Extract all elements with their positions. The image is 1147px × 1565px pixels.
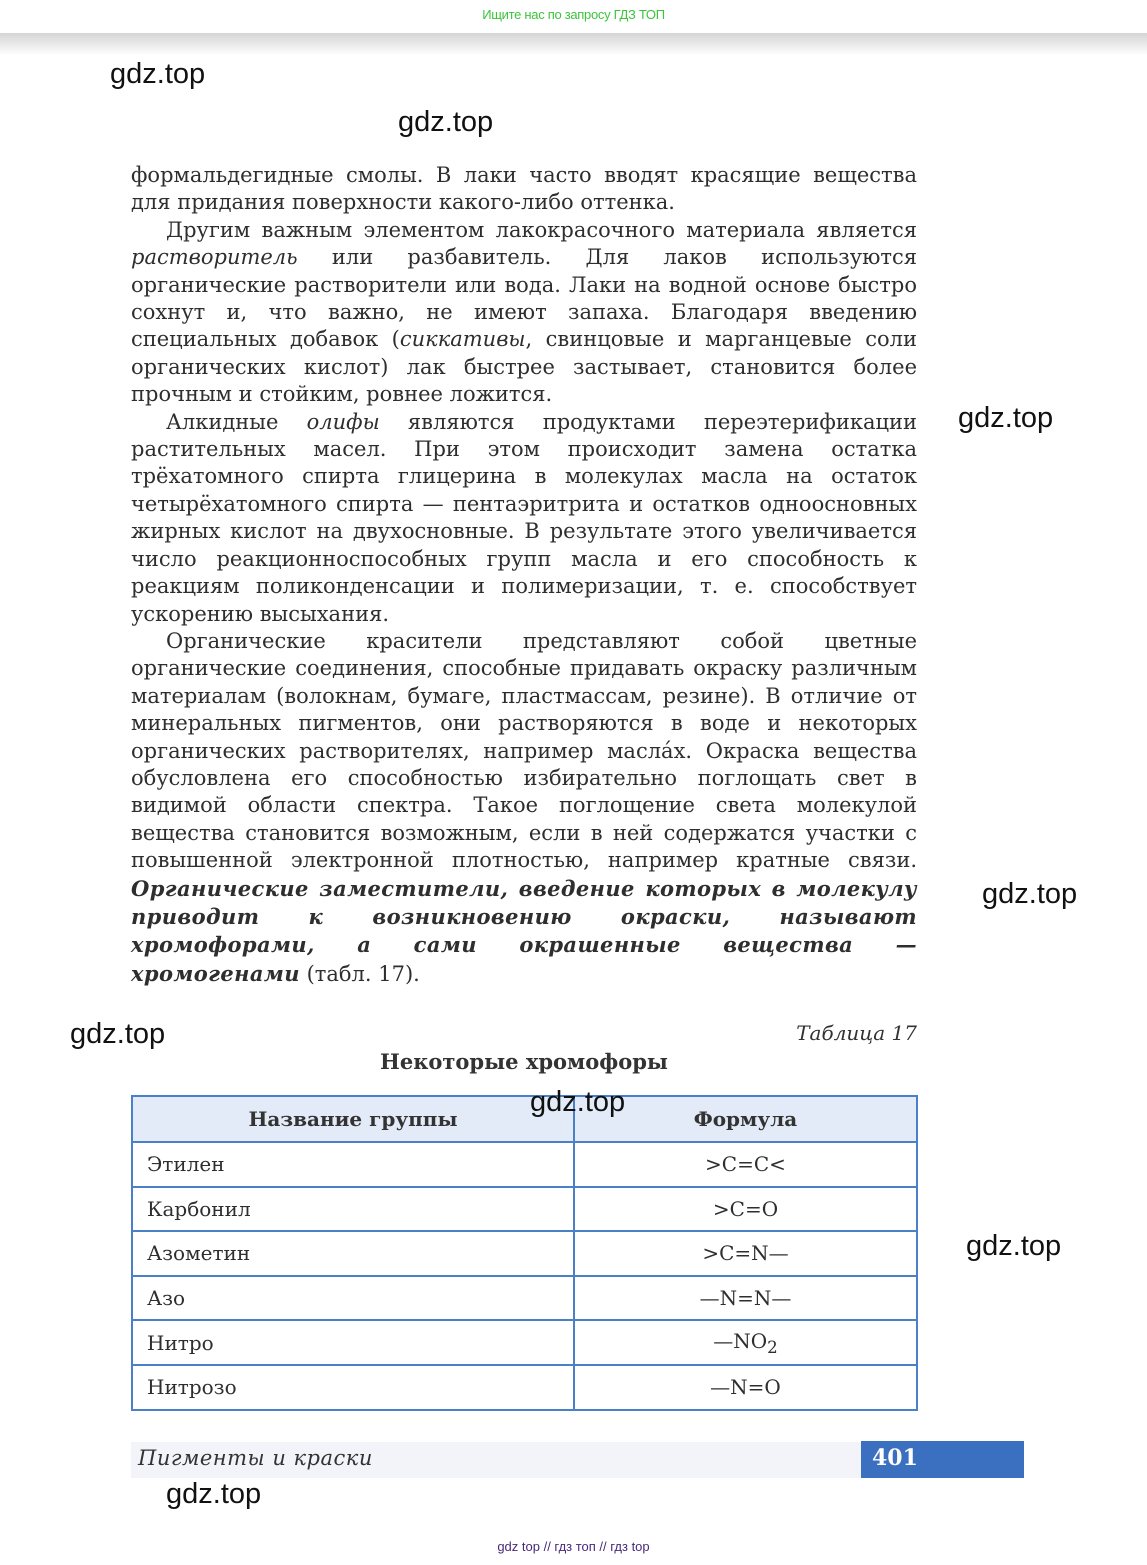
table-row — [132, 1142, 917, 1187]
paragraph-4: Органические красители представляют собой цветные органические соединения, способные придавать окраску различным материалам (волокнам, бумаге, пластмассам, резине). В отличие от минеральных пигментов, они растворяются в воде и некоторых органических растворителях, например масла́х. Окраска вещества обусловлена его способностью избирательно поглощать свет в видимой области спектра. Такое поглощение света молекулой вещества становится возможным, если в ней содержатся участки с повышенной электронной плотностью, например кратные связи. Органические заместители, введение которых в молекулу приводит к возникновению окраски, называют хромофорами, а сами окрашенные вещества — хромогенами (табл. 17). — [131, 628, 917, 986]
group-formula: >C=N— — [574, 1231, 917, 1276]
header-group-name: Название группы — [132, 1096, 574, 1142]
page-body — [131, 162, 917, 988]
watermark: gdz.top — [958, 402, 1054, 434]
bottom-links[interactable]: gdz top // гдз топ // гдз top — [497, 1539, 650, 1554]
group-formula: >C=O — [574, 1187, 917, 1232]
definition-chromophores: Органические заместители, введение которых в молекулу приводит к возникновению окраски, называют хромофорами, а сами окрашенные вещества — хромогенами — [131, 875, 917, 986]
paragraph-1: формальдегидные смолы. В лаки часто вводят красящие вещества для придания поверхности какого-либо оттенка. — [131, 163, 917, 215]
watermark: gdz.top — [982, 878, 1078, 910]
group-name: Нитро — [132, 1320, 574, 1365]
banner-shadow — [0, 33, 1147, 55]
group-name: Азо — [132, 1276, 574, 1321]
group-name: Этилен — [132, 1142, 574, 1187]
table-row — [132, 1187, 917, 1232]
group-formula: —N=N— — [574, 1276, 917, 1321]
group-name: Азометин — [132, 1231, 574, 1276]
table-row — [132, 1231, 917, 1276]
watermark: gdz.top — [110, 58, 206, 90]
group-formula: >C=C< — [574, 1142, 917, 1187]
table-title: Некоторые хромофоры — [380, 1049, 668, 1074]
paragraph-3: Алкидные олифы являются продуктами переэтерификации растительных масел. При этом происходит замена остатка трёхатомного спирта глицерина в молекулах масла на остаток четырёхатомного спирта — пентаэритрита и остатков одноосновных жирных кислот на двухосновные. В результате этого увеличивается число реакционноспособных групп масла и его способность к реакциям поликонденсации и полимеризации, т. е. способствует ускорению высыхания. — [131, 409, 917, 626]
paragraph-2: Другим важным элементом лакокрасочного материала является растворитель или разбавитель. Для лаков используются органические растворители или вода. Лаки на водной основе быстро сохнут и, что важно, не имеют запаха. Благодаря введению специальных добавок (сиккативы, свинцовые и марганцевые соли органических кислот) лак быстрее застывает, становится более прочным и стойким, ровнее ложится. — [131, 217, 917, 407]
term-olify: олифы — [306, 409, 380, 434]
chromophores-table — [131, 1095, 918, 1411]
table-caption: Таблица 17 — [796, 1021, 917, 1045]
table-row — [132, 1365, 917, 1410]
table-row — [132, 1276, 917, 1321]
group-name: Карбонил — [132, 1187, 574, 1232]
watermark: gdz.top — [398, 106, 494, 138]
term-siccatives: сиккативы — [399, 327, 526, 352]
section-title: Пигменты и краски — [138, 1446, 373, 1470]
group-formula: —N=O — [574, 1365, 917, 1410]
table-row — [132, 1320, 917, 1365]
subscript: 2 — [767, 1337, 778, 1357]
table-header-row — [132, 1096, 917, 1142]
watermark: gdz.top — [530, 1086, 626, 1118]
top-banner — [0, 0, 1147, 33]
term-solvent: растворитель — [131, 245, 298, 270]
header-formula: Формула — [574, 1096, 917, 1142]
group-formula: $—NO_2$ — [574, 1320, 917, 1365]
page-number: 401 — [872, 1445, 918, 1471]
search-hint-banner: Ищите нас по запросу ГДЗ ТОП — [482, 7, 665, 22]
watermark: gdz.top — [166, 1478, 262, 1510]
watermark: gdz.top — [966, 1230, 1062, 1262]
group-name: Нитрозо — [132, 1365, 574, 1410]
watermark: gdz.top — [70, 1018, 166, 1050]
